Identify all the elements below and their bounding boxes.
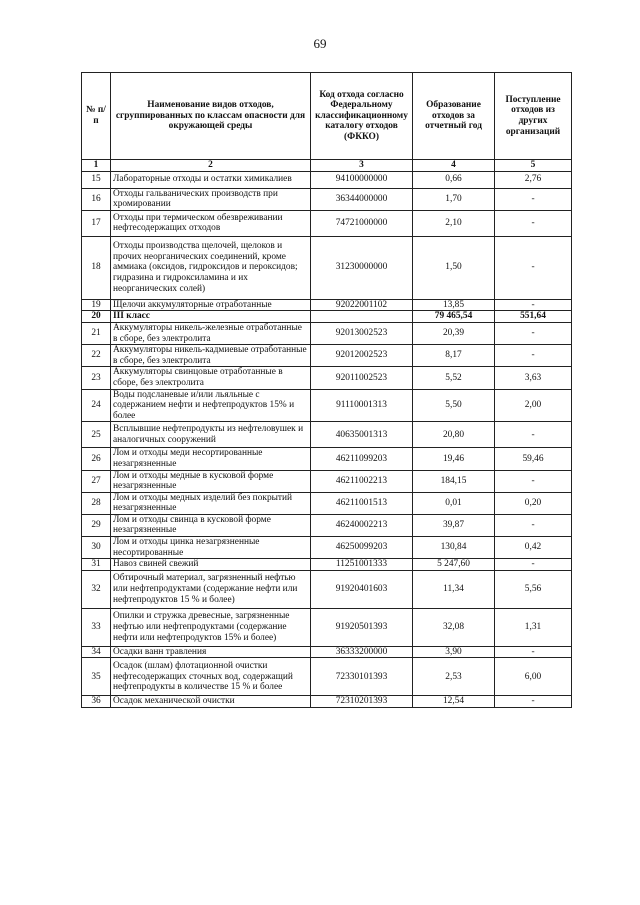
column-number-row <box>82 160 572 172</box>
table-row <box>82 559 572 571</box>
waste-name: Осадок механической очистки <box>111 696 311 708</box>
fkko-code: 46211099203 <box>311 448 413 470</box>
header-row <box>82 73 572 160</box>
waste-name: Осадки ванн травления <box>111 646 311 658</box>
waste-name: Лом и отходы цинка незагрязненные несортированные <box>111 537 311 559</box>
fkko-code: 46211002213 <box>311 470 413 492</box>
waste-name: Аккумуляторы свинцовые отработанные в сборе, без электролита <box>111 367 311 389</box>
fkko-code: 40635001313 <box>311 422 413 448</box>
fkko-code: 91920501393 <box>311 608 413 646</box>
table-row <box>82 299 572 311</box>
table-row <box>82 311 572 323</box>
waste-name: Аккумуляторы никель-кадмиевые отработанные в сборе, без электролита <box>111 345 311 367</box>
amount-generated: 3,90 <box>413 646 495 658</box>
amount-generated: 1,70 <box>413 188 495 210</box>
table-row <box>82 537 572 559</box>
waste-name: Лом и отходы медные в кусковой форме незагрязненные <box>111 470 311 492</box>
row-number: 19 <box>82 299 111 311</box>
amount-generated: 184,15 <box>413 470 495 492</box>
amount-received: - <box>495 696 572 708</box>
fkko-code: 36344000000 <box>311 188 413 210</box>
table-row <box>82 171 572 188</box>
fkko-code: 91110001313 <box>311 389 413 422</box>
table-row <box>82 492 572 514</box>
table-row <box>82 188 572 210</box>
amount-received: 5,56 <box>495 570 572 608</box>
table-row <box>82 470 572 492</box>
amount-generated: 2,53 <box>413 658 495 696</box>
column-number: 3 <box>311 160 413 172</box>
amount-received: 59,46 <box>495 448 572 470</box>
waste-name: Всплывшие нефтепродукты из нефтеловушек и аналогичных сооружений <box>111 422 311 448</box>
amount-generated: 8,17 <box>413 345 495 367</box>
waste-name: Воды подсланевые и/или льяльные с содержанием нефти и нефтепродуктов 15% и более <box>111 389 311 422</box>
amount-generated: 2,10 <box>413 210 495 236</box>
fkko-code: 72310201393 <box>311 696 413 708</box>
row-number: 18 <box>82 236 111 299</box>
amount-received: - <box>495 646 572 658</box>
row-number: 17 <box>82 210 111 236</box>
amount-received: - <box>495 345 572 367</box>
amount-generated: 1,50 <box>413 236 495 299</box>
amount-received: - <box>495 514 572 536</box>
amount-received: - <box>495 470 572 492</box>
waste-name: Отходы при термическом обезвреживании нефтесодержащих отходов <box>111 210 311 236</box>
table-row <box>82 608 572 646</box>
waste-name: Осадок (шлам) флотационной очистки нефтесодержащих сточных вод, содержащий нефтепродукты в количестве 15 % и более <box>111 658 311 696</box>
row-number: 26 <box>82 448 111 470</box>
fkko-code <box>311 311 413 323</box>
page-number: 69 <box>313 36 327 51</box>
row-number: 20 <box>82 311 111 323</box>
waste-name: Отходы гальванических производств при хромировании <box>111 188 311 210</box>
fkko-code: 92022001102 <box>311 299 413 311</box>
fkko-code: 94100000000 <box>311 171 413 188</box>
amount-generated: 32,08 <box>413 608 495 646</box>
header-num: № п/п <box>82 73 111 160</box>
waste-name: Опилки и стружка древесные, загрязненные нефтью или нефтепродуктами (содержание нефти или нефтепродуктов 15% и более) <box>111 608 311 646</box>
amount-generated: 39,87 <box>413 514 495 536</box>
waste-name: Лом и отходы меди несортированные незагрязненные <box>111 448 311 470</box>
row-number: 23 <box>82 367 111 389</box>
amount-generated: 5,52 <box>413 367 495 389</box>
row-number: 30 <box>82 537 111 559</box>
fkko-code: 46250099203 <box>311 537 413 559</box>
amount-received: - <box>495 559 572 571</box>
row-number: 33 <box>82 608 111 646</box>
row-number: 29 <box>82 514 111 536</box>
row-number: 34 <box>82 646 111 658</box>
column-number: 2 <box>111 160 311 172</box>
row-number: 16 <box>82 188 111 210</box>
fkko-code: 92013002523 <box>311 322 413 344</box>
fkko-code: 46211001513 <box>311 492 413 514</box>
amount-received: - <box>495 322 572 344</box>
row-number: 27 <box>82 470 111 492</box>
amount-received: - <box>495 422 572 448</box>
amount-received: - <box>495 236 572 299</box>
table-row <box>82 646 572 658</box>
amount-received: 0,42 <box>495 537 572 559</box>
fkko-code: 74721000000 <box>311 210 413 236</box>
table-row <box>82 389 572 422</box>
row-number: 25 <box>82 422 111 448</box>
row-number: 22 <box>82 345 111 367</box>
table-row <box>82 210 572 236</box>
amount-generated: 13,85 <box>413 299 495 311</box>
header-name: Наименование видов отходов, сгруппированных по классам опасности для окружающей среды <box>111 73 311 160</box>
table-row <box>82 448 572 470</box>
table-row <box>82 345 572 367</box>
amount-received: 6,00 <box>495 658 572 696</box>
row-number: 36 <box>82 696 111 708</box>
amount-received: - <box>495 210 572 236</box>
fkko-code: 92011002523 <box>311 367 413 389</box>
row-number: 35 <box>82 658 111 696</box>
column-number: 1 <box>82 160 111 172</box>
waste-name: Лом и отходы свинца в кусковой форме незагрязненные <box>111 514 311 536</box>
fkko-code: 11251001333 <box>311 559 413 571</box>
table-row <box>82 658 572 696</box>
amount-received: 2,00 <box>495 389 572 422</box>
column-number: 5 <box>495 160 572 172</box>
amount-received: 1,31 <box>495 608 572 646</box>
waste-name: Аккумуляторы никель-железные отработанные в сборе, без электролита <box>111 322 311 344</box>
amount-received: - <box>495 188 572 210</box>
amount-generated: 11,34 <box>413 570 495 608</box>
table-row <box>82 367 572 389</box>
amount-generated: 130,84 <box>413 537 495 559</box>
table-row <box>82 322 572 344</box>
amount-generated: 19,46 <box>413 448 495 470</box>
amount-received: 3,63 <box>495 367 572 389</box>
fkko-code: 46240002213 <box>311 514 413 536</box>
waste-name: Обтирочный материал, загрязненный нефтью или нефтепродуктами (содержание нефти или нефтепродуктов 15 % и более) <box>111 570 311 608</box>
amount-generated: 0,01 <box>413 492 495 514</box>
amount-generated: 0,66 <box>413 171 495 188</box>
amount-generated: 5 247,60 <box>413 559 495 571</box>
table-row <box>82 514 572 536</box>
table-row <box>82 570 572 608</box>
amount-generated: 20,80 <box>413 422 495 448</box>
fkko-code: 36333200000 <box>311 646 413 658</box>
waste-name: Отходы производства щелочей, щелоков и прочих неорганических соединений, кроме аммиака (оксидов, гидроксидов и пероксидов; гидразина и гидроксиламина и их неорганических солей) <box>111 236 311 299</box>
amount-received: 551,64 <box>495 311 572 323</box>
row-number: 24 <box>82 389 111 422</box>
header-amount: Образование отходов за отчетный год <box>413 73 495 160</box>
waste-name: Лабораторные отходы и остатки химикалиев <box>111 171 311 188</box>
header-code: Код отхода согласно Федеральному классификационному каталогу отходов (ФККО) <box>311 73 413 160</box>
row-number: 28 <box>82 492 111 514</box>
row-number: 21 <box>82 322 111 344</box>
waste-table <box>81 72 572 708</box>
table-row <box>82 696 572 708</box>
amount-generated: 5,50 <box>413 389 495 422</box>
row-number: 32 <box>82 570 111 608</box>
amount-received: 0,20 <box>495 492 572 514</box>
header-received: Поступление отходов из других организаций <box>495 73 572 160</box>
row-number: 15 <box>82 171 111 188</box>
waste-name: Щелочи аккумуляторные отработанные <box>111 299 311 311</box>
amount-received: - <box>495 299 572 311</box>
fkko-code: 92012002523 <box>311 345 413 367</box>
waste-name: Лом и отходы медных изделий без покрытий незагрязненные <box>111 492 311 514</box>
amount-generated: 12,54 <box>413 696 495 708</box>
row-number: 31 <box>82 559 111 571</box>
amount-received: 2,76 <box>495 171 572 188</box>
amount-generated: 79 465,54 <box>413 311 495 323</box>
waste-name: Навоз свиней свежий <box>111 559 311 571</box>
waste-name: III класс <box>111 311 311 323</box>
table-row <box>82 236 572 299</box>
amount-generated: 20,39 <box>413 322 495 344</box>
fkko-code: 31230000000 <box>311 236 413 299</box>
column-number: 4 <box>413 160 495 172</box>
fkko-code: 72330101393 <box>311 658 413 696</box>
fkko-code: 91920401603 <box>311 570 413 608</box>
table-row <box>82 422 572 448</box>
